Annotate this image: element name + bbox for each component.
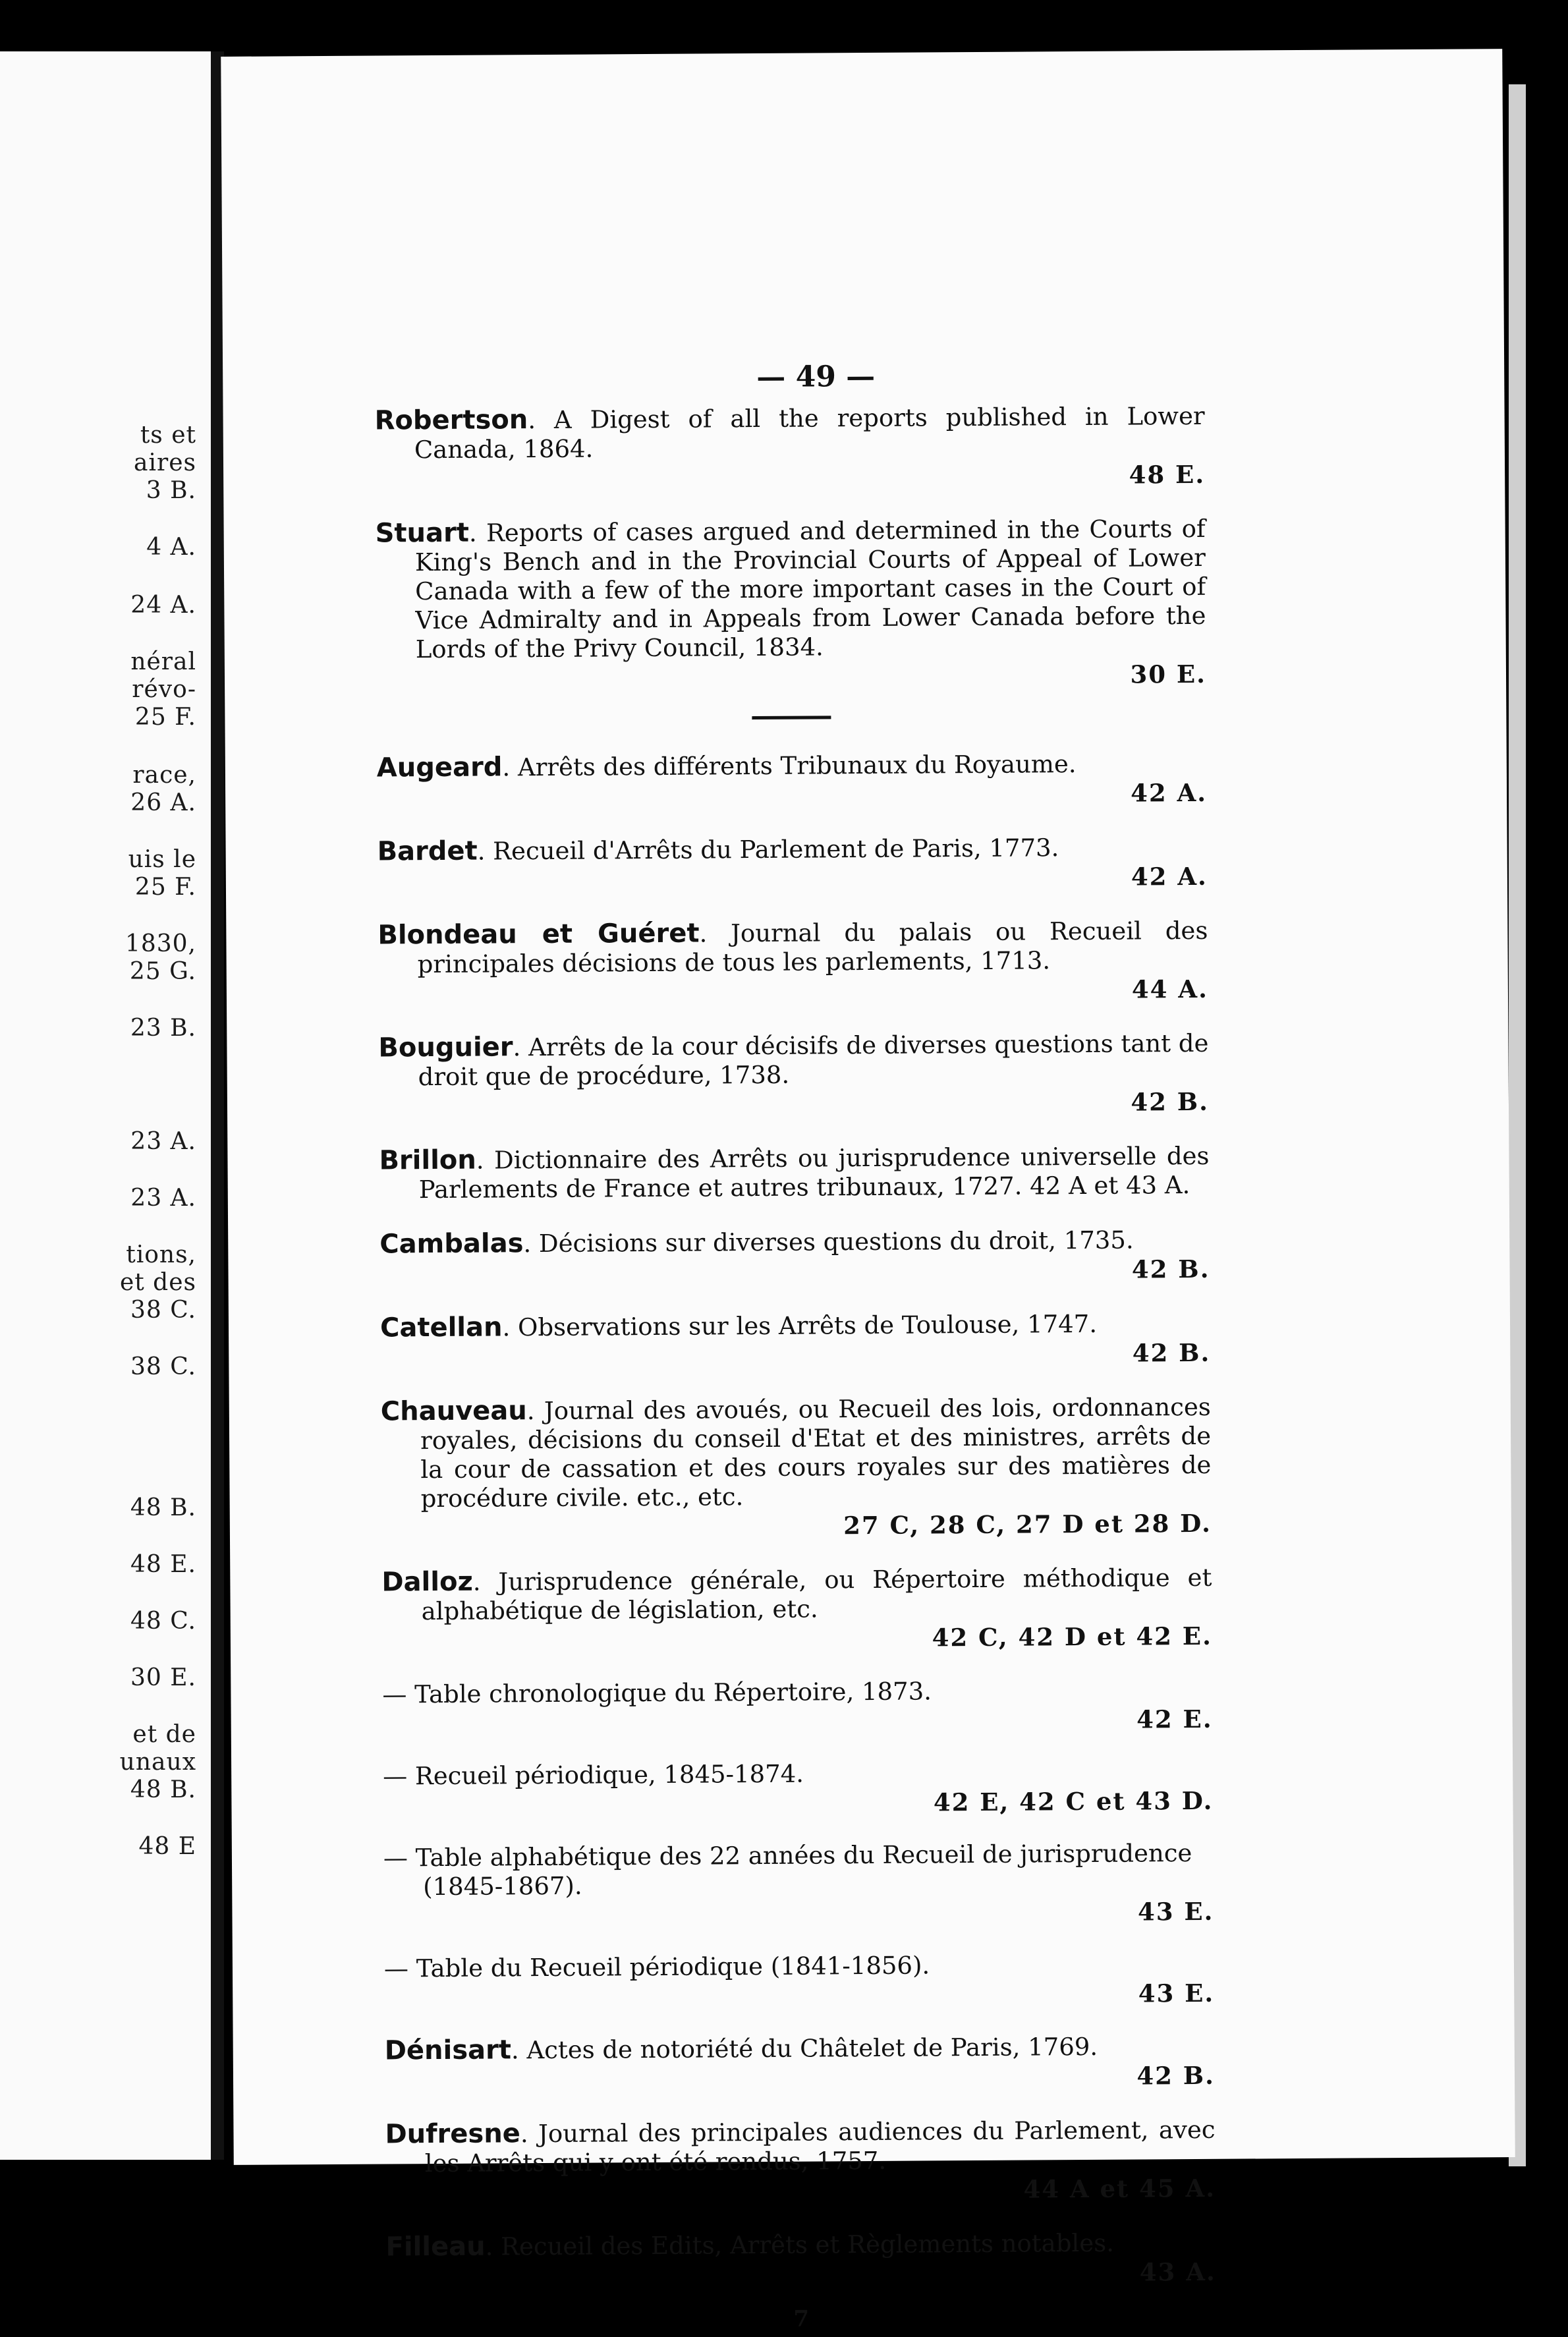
entry-text xyxy=(378,1028,1209,1092)
entries-top xyxy=(374,401,1206,694)
entry-author: Bardet xyxy=(377,835,478,867)
entry-title: . Journal du palais ou Recueil des principales décisions de tous les parlements, 1713. xyxy=(417,916,1208,979)
bibliography-entry xyxy=(380,1309,1211,1372)
bibliography-entry xyxy=(378,1028,1209,1121)
bibliography-entry xyxy=(385,2031,1216,2095)
entry-text xyxy=(376,514,1206,665)
entry-author: Catellan xyxy=(379,1312,503,1343)
left-margin-text: 23 A. xyxy=(130,1128,196,1155)
entry-author: Dalloz xyxy=(381,1566,473,1598)
left-margin-text: 38 C. xyxy=(130,1297,196,1324)
left-margin-text: ts et xyxy=(140,422,196,449)
entry-reference: 42 B. xyxy=(1131,1254,1210,1284)
left-margin-text: néral xyxy=(130,648,196,675)
entry-title: . A Digest of all the reports published in Lower Canada, 1864. xyxy=(414,401,1205,465)
left-margin-text: 4 A. xyxy=(146,534,196,561)
entries-main xyxy=(377,748,1212,1656)
entry-text xyxy=(385,2031,1215,2066)
bibliography-entry xyxy=(381,1563,1212,1656)
entry-title: . Reports of cases argued and determined in the Courts of King's Bench and in the Provincial Courts of Appeal of Lower Canada with a few of the more important cases in the Court of Vice Admiralty and in Appeals from Lower Canada before the Lords of the Privy Council, 1834. xyxy=(414,514,1206,664)
sub-entry-reference: 43 E. xyxy=(1137,1896,1214,1927)
bibliography-entry xyxy=(377,748,1208,812)
bibliography-entry xyxy=(381,1392,1212,1543)
entry-text xyxy=(374,401,1205,465)
entry-author: Dénisart xyxy=(384,2035,512,2066)
bibliography-entry xyxy=(379,1225,1210,1289)
entry-text xyxy=(380,1309,1210,1343)
entry-author: Stuart xyxy=(375,517,470,549)
left-margin-text: 3 B. xyxy=(146,477,196,504)
entry-text xyxy=(378,916,1208,980)
entry-reference: 44 A et 45 A. xyxy=(1023,2173,1216,2204)
left-margin-text: révo- xyxy=(132,676,196,703)
section-divider xyxy=(752,716,831,719)
entry-reference: 42 B. xyxy=(1131,1086,1210,1117)
entry-reference: 42 B. xyxy=(1132,1337,1211,1368)
entry-title: . Journal des principales audiences du Parlement, avec les Arrêts qui y ont été rendus, 1757. xyxy=(424,2115,1216,2178)
left-margin-text: et des xyxy=(119,1269,196,1296)
signature-mark: 7 xyxy=(793,2305,810,2332)
left-margin-text: 23 B. xyxy=(130,1015,196,1042)
entry-reference: 30 E. xyxy=(1130,659,1207,689)
left-margin-text: et de xyxy=(132,1721,196,1748)
left-margin-text: 48 B. xyxy=(130,1776,196,1803)
left-page-fragment xyxy=(0,51,211,2160)
entry-reference: 44 A. xyxy=(1131,974,1209,1004)
entry-reference: 42 A. xyxy=(1130,777,1208,808)
left-margin-text: race, xyxy=(132,762,196,789)
left-margin-text: 23 A. xyxy=(130,1185,196,1212)
left-margin-text: tions, xyxy=(126,1241,196,1268)
left-margin-text: 25 F. xyxy=(134,874,196,901)
bibliography-entry xyxy=(385,2115,1216,2208)
entry-title: . Actes de notoriété du Châtelet de Paris, 1769. xyxy=(511,2032,1098,2065)
left-margin-text: 25 G. xyxy=(129,958,196,985)
sub-entry-text: — Table du Recueil périodique (1841-1856). xyxy=(383,1951,930,1983)
entry-reference: 42 A. xyxy=(1131,861,1208,891)
left-margin-text: 30 E. xyxy=(130,1664,196,1691)
entry-author: Bouguier xyxy=(378,1032,513,1063)
entry-title: . Recueil d'Arrêts du Parlement de Paris, 1773. xyxy=(477,833,1059,866)
entry-author: Filleau xyxy=(385,2231,486,2263)
entry-title: . Jurisprudence générale, ou Répertoire méthodique et alphabétique de législation, etc. xyxy=(421,1563,1212,1626)
left-margin-text: 48 B. xyxy=(130,1494,196,1521)
sub-entry xyxy=(382,1675,1213,1739)
sub-entry-reference: 42 E, 42 C et 43 D. xyxy=(933,1786,1214,1817)
left-margin-text: 48 E xyxy=(138,1833,196,1860)
entry-author: Cambalas xyxy=(379,1228,524,1260)
left-margin-text: 25 F. xyxy=(134,704,196,731)
entry-author: Robertson xyxy=(374,405,528,436)
entry-text xyxy=(381,1392,1212,1514)
left-margin-text: 24 A. xyxy=(130,592,196,619)
bibliography-entry xyxy=(377,832,1208,896)
entry-author: Chauveau xyxy=(380,1395,527,1427)
sub-entry-reference: 42 E. xyxy=(1136,1704,1213,1734)
entry-text xyxy=(377,748,1207,783)
entry-author: Blondeau et Guéret xyxy=(378,918,700,951)
left-margin-text: 1830, xyxy=(125,930,196,957)
left-margin-text: aires xyxy=(134,449,196,476)
entry-author: Dufresne xyxy=(385,2118,521,2150)
bibliography-entry xyxy=(376,514,1207,694)
bibliography-entry xyxy=(374,401,1205,494)
left-margin-text: uis le xyxy=(128,846,196,873)
left-margin-text: 48 E. xyxy=(130,1551,196,1578)
sub-entry xyxy=(384,1950,1215,2013)
entry-text xyxy=(381,1563,1212,1627)
entry-text xyxy=(385,2228,1216,2263)
sub-entry-reference: 43 E. xyxy=(1138,1978,1215,2008)
sub-entry xyxy=(383,1839,1214,1931)
sub-entry xyxy=(383,1757,1214,1820)
entry-title: . Recueil des Edits, Arrêts et Règlements notables. xyxy=(485,2228,1115,2261)
bibliography-entry xyxy=(379,1141,1210,1205)
entry-text xyxy=(379,1225,1210,1260)
sub-entry-text: — Table alphabétique des 22 années du Recueil de jurisprudence (1845-1867). xyxy=(383,1839,1192,1901)
sub-entry-text: — Table chronologique du Répertoire, 1873. xyxy=(382,1677,932,1709)
entries-end xyxy=(385,2031,1216,2292)
entry-title: . Arrêts des différents Tribunaux du Royaume. xyxy=(502,750,1077,782)
entry-reference: 27 C, 28 C, 27 D et 28 D. xyxy=(843,1508,1212,1540)
entry-title: . Arrêts de la cour décisifs de diverses questions tant de droit que de procédure, 1738. xyxy=(418,1028,1209,1092)
entry-text xyxy=(385,2115,1216,2179)
entry-reference: 42 B. xyxy=(1136,2060,1216,2091)
bibliography-entry xyxy=(385,2228,1216,2292)
entry-title: . Observations sur les Arrêts de Toulouse, 1747. xyxy=(502,1309,1098,1342)
left-margin-text: 48 C. xyxy=(130,1608,196,1635)
entry-reference: 42 C, 42 D et 42 E. xyxy=(932,1621,1213,1652)
left-margin-text: 38 C. xyxy=(130,1353,196,1380)
entry-reference: 48 E. xyxy=(1129,459,1206,490)
entry-text xyxy=(379,1141,1210,1205)
page-number: — 49 — xyxy=(756,359,876,395)
entry-reference: 43 A. xyxy=(1139,2257,1216,2287)
left-margin-text: unaux xyxy=(119,1749,196,1776)
page-content xyxy=(374,360,1216,2336)
entry-author: Brillon xyxy=(379,1144,476,1176)
entry-title: . Décisions sur diverses questions du droit, 1735. xyxy=(523,1225,1134,1258)
entry-title: . Journal des avoués, ou Recueil des lois, ordonnances royales, décisions du conseil d'Etat et des ministres, arrêts de la cour de cassation et des cours royales sur des matières de procédure civile. etc., etc. xyxy=(420,1392,1212,1513)
left-margin-text: 26 A. xyxy=(130,789,196,816)
book-gutter xyxy=(211,51,224,2160)
dalloz-sub-entries xyxy=(382,1675,1214,2013)
sub-entry-text: — Recueil périodique, 1845-1874. xyxy=(383,1759,804,1791)
entry-author: Augeard xyxy=(376,752,503,783)
entry-text xyxy=(377,832,1207,867)
entry-title: . Dictionnaire des Arrêts ou jurisprudence universelle des Parlements de France et autres tribunaux, 1727. 42 A et 43 A. xyxy=(418,1141,1210,1204)
right-page xyxy=(221,49,1515,2332)
bibliography-entry xyxy=(378,916,1208,1009)
